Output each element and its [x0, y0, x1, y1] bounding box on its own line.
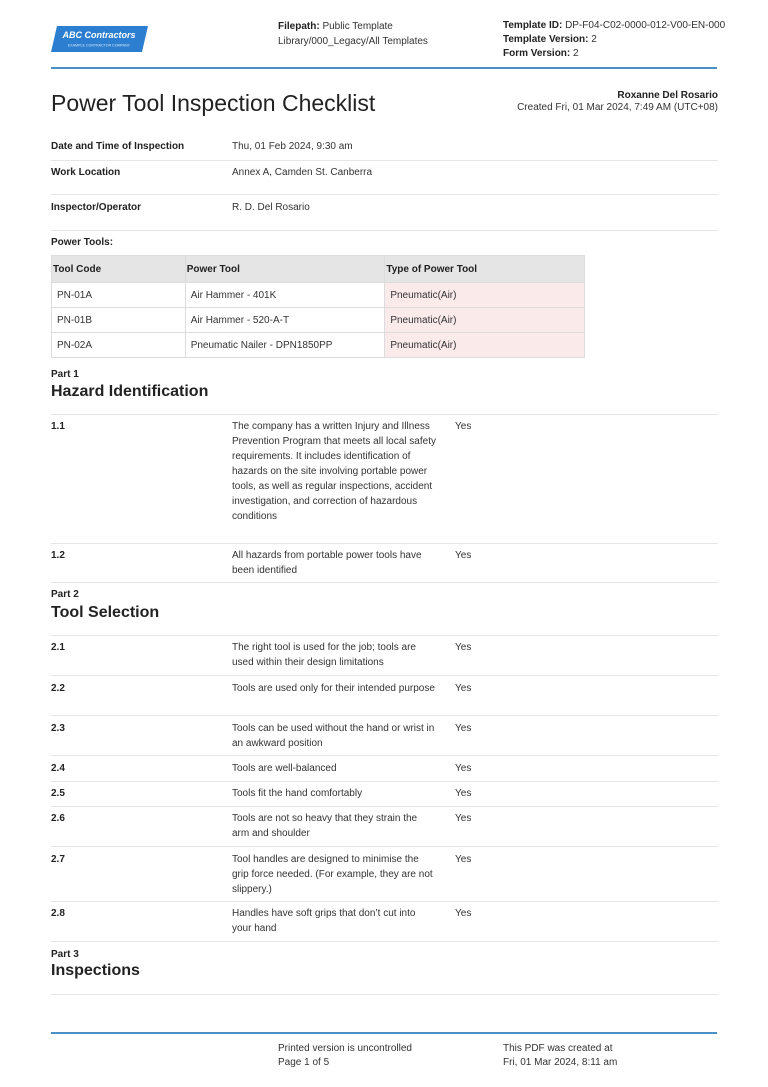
info-value: Thu, 01 Feb 2024, 9:30 am: [232, 141, 353, 152]
question-answer: Yes: [455, 813, 472, 824]
divider: [51, 994, 718, 995]
tool-name-cell: Air Hammer - 520-A-T: [185, 308, 385, 333]
pdf-created-label: This PDF was created at: [503, 1043, 613, 1054]
question-number: 2.5: [51, 788, 65, 799]
question-number: 2.4: [51, 763, 65, 774]
question-text: Tools are well-balanced: [232, 763, 337, 774]
info-value: Annex A, Camden St. Canberra: [232, 167, 373, 178]
question-text: Tools can be used without the hand or wrist in an awkward position: [232, 723, 435, 749]
filepath-label: Filepath:: [278, 21, 320, 32]
part-1-label: Part 1: [51, 369, 79, 380]
divider: [51, 846, 718, 847]
footer-created-info: [503, 1042, 617, 1070]
part-2-label: Part 2: [51, 589, 79, 600]
logo-name: ABC Contractors: [62, 30, 136, 40]
divider: [51, 582, 718, 583]
divider: [51, 755, 718, 756]
question-text: Tools fit the hand comfortably: [232, 788, 363, 799]
table-row: [52, 308, 585, 333]
question-answer: Yes: [455, 642, 472, 653]
part-3-label: Part 3: [51, 949, 79, 960]
created-timestamp: Created Fri, 01 Mar 2024, 7:49 AM (UTC+08): [517, 102, 718, 113]
question-number: 1.1: [51, 421, 65, 432]
question-answer: Yes: [455, 421, 472, 432]
filepath-value: Public Template Library/000_Legacy/All Templates: [278, 21, 428, 47]
divider: [51, 635, 718, 636]
footer-print-info: [278, 1042, 412, 1070]
tool-code-cell: PN-01B: [52, 308, 186, 333]
divider: [51, 941, 718, 942]
question-text: The right tool is used for the job; tools are used within their design limitations: [232, 642, 416, 668]
filepath: [278, 19, 493, 49]
footer-divider: [51, 1032, 717, 1034]
info-label: Date and Time of Inspection: [51, 141, 185, 152]
question-text: Tool handles are designed to minimise the grip force needed. (For example, they are not slippery.): [232, 854, 433, 895]
tool-name-cell: Air Hammer - 401K: [185, 283, 385, 308]
author-block: [517, 90, 718, 114]
page-title: Power Tool Inspection Checklist: [51, 90, 376, 116]
question-number: 1.2: [51, 550, 65, 561]
question-answer: Yes: [455, 788, 472, 799]
tool-code-cell: PN-01A: [52, 283, 186, 308]
question-answer: Yes: [455, 683, 472, 694]
question-text: The company has a written Injury and Illness Prevention Program that meets all local safety requirements. It includes identification of hazards on the site involving portable power tools, as well as regular inspections, accident investigation, and correction of hazardous conditions: [232, 421, 436, 522]
divider: [51, 806, 718, 807]
table-row: [52, 283, 585, 308]
tool-code-cell: PN-02A: [52, 333, 186, 358]
template-version-value: 2: [591, 34, 597, 45]
question-answer: Yes: [455, 854, 472, 865]
table-header-row: [52, 256, 585, 283]
column-header: Tool Code: [52, 256, 186, 283]
question-text: Tools are not so heavy that they strain the arm and shoulder: [232, 813, 418, 839]
question-text: Tools are used only for their intended purpose: [232, 683, 435, 694]
question-answer: Yes: [455, 908, 472, 919]
divider: [51, 543, 718, 544]
divider: [51, 675, 718, 676]
info-row-location: [51, 167, 718, 195]
question-text: Handles have soft grips that don’t cut into your hand: [232, 908, 416, 934]
part-1-title: Hazard Identification: [51, 383, 209, 400]
info-label: Work Location: [51, 167, 121, 178]
part-2-title: Tool Selection: [51, 604, 160, 621]
tool-type-cell: Pneumatic(Air): [385, 308, 585, 333]
template-id-value: DP-F04-C02-0000-012-V00-EN-000: [565, 20, 726, 31]
pdf-created-value: Fri, 01 Mar 2024, 8:11 am: [503, 1057, 618, 1068]
question-answer: Yes: [455, 550, 472, 561]
tool-type-cell: Pneumatic(Air): [385, 283, 585, 308]
question-number: 2.1: [51, 642, 65, 653]
uncontrolled-notice: Printed version is uncontrolled: [278, 1043, 412, 1054]
template-version-label: Template Version:: [503, 34, 589, 45]
info-label: Inspector/Operator: [51, 202, 142, 213]
tool-name-cell: Pneumatic Nailer - DPN1850PP: [185, 333, 385, 358]
company-logo: [51, 26, 148, 52]
question-number: 2.3: [51, 723, 65, 734]
template-meta: [503, 19, 733, 61]
power-tools-label: Power Tools:: [51, 237, 114, 248]
form-version-label: Form Version:: [503, 48, 571, 59]
question-text: All hazards from portable power tools have been identified: [232, 550, 422, 576]
table-row: [52, 333, 585, 358]
column-header: Power Tool: [185, 256, 385, 283]
info-value: R. D. Del Rosario: [232, 202, 310, 213]
question-answer: Yes: [455, 723, 472, 734]
question-answer: Yes: [455, 763, 472, 774]
divider: [51, 901, 718, 902]
divider: [51, 715, 718, 716]
power-tools-table: [51, 255, 585, 358]
form-version-value: 2: [573, 48, 579, 59]
column-header: Type of Power Tool: [385, 256, 585, 283]
page-number: Page 1 of 5: [278, 1057, 330, 1068]
divider: [51, 414, 718, 415]
tool-type-cell: Pneumatic(Air): [385, 333, 585, 358]
template-id-label: Template ID:: [503, 20, 563, 31]
question-number: 2.6: [51, 813, 65, 824]
author-name: Roxanne Del Rosario: [617, 90, 718, 101]
info-row-date: [51, 141, 718, 161]
question-number: 2.8: [51, 908, 65, 919]
question-number: 2.7: [51, 854, 65, 865]
info-row-inspector: [51, 202, 718, 231]
logo-tagline: EXAMPLE CONTRACTOR COMPANY: [67, 43, 131, 48]
header-divider: [51, 67, 717, 69]
divider: [51, 781, 718, 782]
part-3-title: Inspections: [51, 962, 140, 979]
question-number: 2.2: [51, 683, 65, 694]
